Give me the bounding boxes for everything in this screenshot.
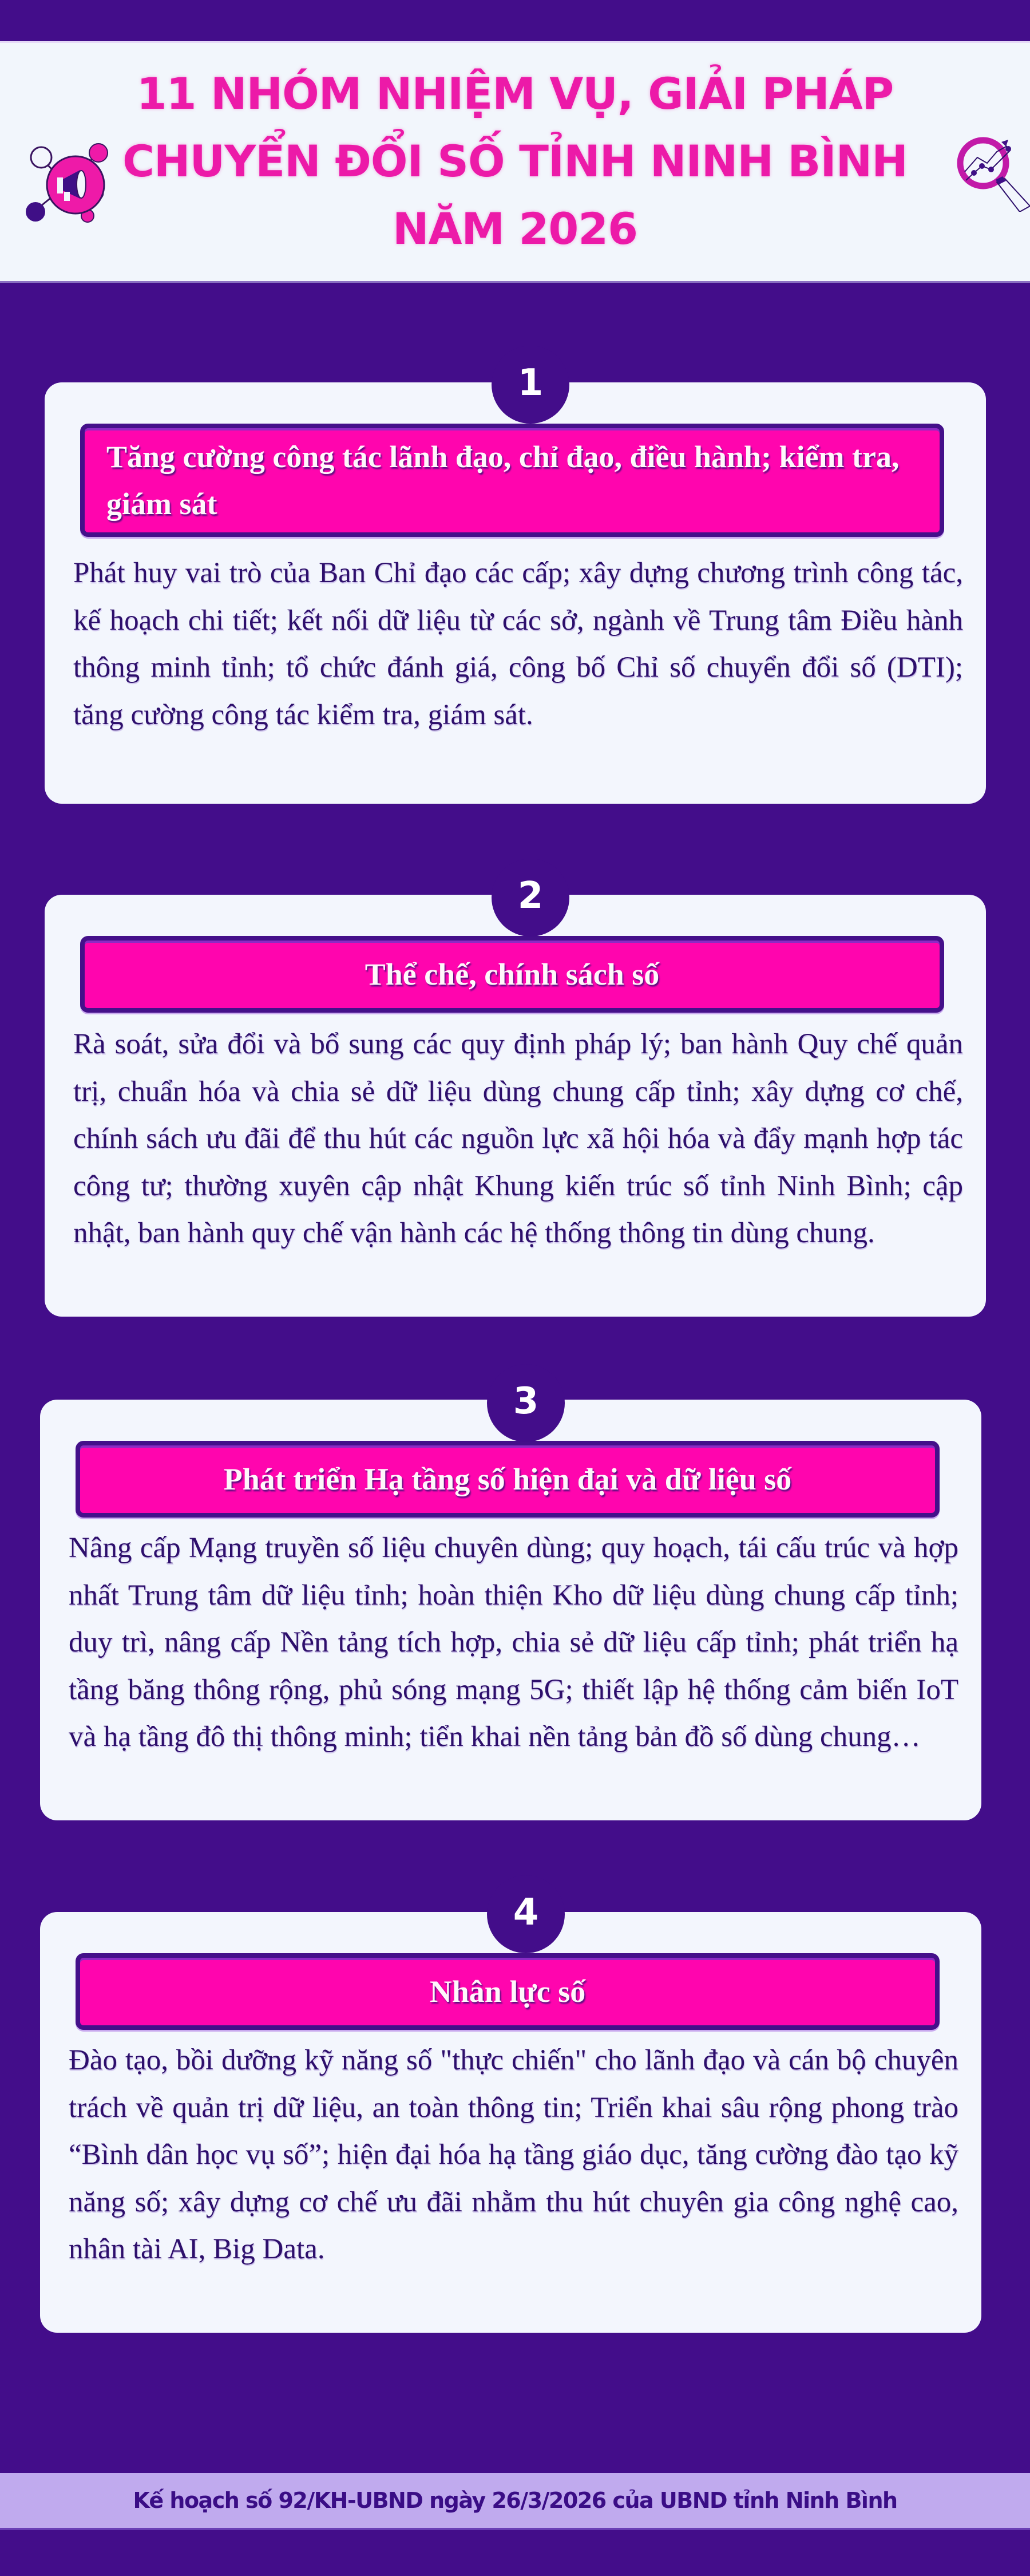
task-card-4 (40, 1912, 981, 2333)
task-card-heading (76, 1441, 940, 1518)
megaphone-network-icon (11, 129, 114, 232)
task-card-heading-text: Nhân lực số (429, 1974, 586, 2009)
task-number-badge-1: 1 (492, 346, 569, 424)
task-card-description: Đào tạo, bồi dưỡng kỹ năng số "thực chiến" cho lãnh đạo và cán bộ chuyên trách về quản trị dữ liệu, an toàn thông tin; Triển khai sâu rộng phong trào “Bình dân học vụ số”; hiện đại hóa hạ tầng giáo dục, tăng cường đào tạo kỹ năng số; xây dựng cơ chế ưu đãi nhằm thu hút chuyên gia công nghệ cao, nhân tài AI, Big Data. (69, 2044, 958, 2265)
task-card-3 (40, 1400, 981, 1820)
page-title: 11 NHÓM NHIỆM VỤ, GIẢI PHÁP CHUYỂN ĐỔI SỐ TỈNH NINH BÌNH NĂM 2026 (122, 68, 908, 254)
task-card-heading-text: Thể chế, chính sách số (365, 957, 660, 991)
task-card-heading (80, 424, 944, 537)
task-card-heading-text: Phát triển Hạ tầng số hiện đại và dữ liệu số (223, 1462, 792, 1496)
task-card-2 (45, 895, 986, 1317)
task-card-heading-text: Tăng cường công tác lãnh đạo, chỉ đạo, điều hành; kiểm tra, giám sát (106, 440, 900, 521)
task-number-badge-4: 4 (487, 1875, 565, 1953)
task-number-badge-3: 3 (487, 1364, 565, 1442)
task-card-heading (76, 1953, 940, 2030)
task-card-heading (80, 936, 944, 1013)
header-banner (0, 41, 1030, 283)
task-number-badge-2: 2 (492, 859, 569, 937)
task-card-description: Rà soát, sửa đổi và bổ sung các quy định pháp lý; ban hành Quy chế quản trị, chuẩn hóa và chia sẻ dữ liệu dùng chung cấp tỉnh; xây dựng cơ chế, chính sách ưu đãi để thu hút các nguồn lực xã hội hóa và đẩy mạnh hợp tác công tư; thường xuyên cập nhật Khung kiến trúc số tỉnh Ninh Bình; cập nhật, ban hành quy chế vận hành các hệ thống thông tin dùng chung. (73, 1028, 963, 1249)
task-card-1 (45, 382, 986, 804)
source-citation: Kế hoạch số 92/KH-UBND ngày 26/3/2026 của UBND tỉnh Ninh Bình (133, 2488, 897, 2513)
source-footer (0, 2473, 1030, 2530)
magnifier-chart-icon (956, 132, 1030, 212)
task-card-description: Phát huy vai trò của Ban Chỉ đạo các cấp; xây dựng chương trình công tác, kế hoạch chi tiết; kết nối dữ liệu từ các sở, ngành về Trung tâm Điều hành thông minh tỉnh; tổ chức đánh giá, công bố Chỉ số chuyển đổi số (DTI); tăng cường công tác kiểm tra, giám sát. (73, 557, 963, 731)
task-card-description: Nâng cấp Mạng truyền số liệu chuyên dùng; quy hoạch, tái cấu trúc và hợp nhất Trung tâm dữ liệu tỉnh; hoàn thiện Kho dữ liệu dùng chung cấp tỉnh; duy trì, nâng cấp Nền tảng tích hợp, chia sẻ dữ liệu cấp tỉnh; phát triển hạ tầng băng thông rộng, phủ sóng mạng 5G; thiết lập hệ thống cảm biến IoT và hạ tầng đô thị thông minh; tiển khai nền tảng bản đồ số dùng chung… (69, 1532, 958, 1753)
